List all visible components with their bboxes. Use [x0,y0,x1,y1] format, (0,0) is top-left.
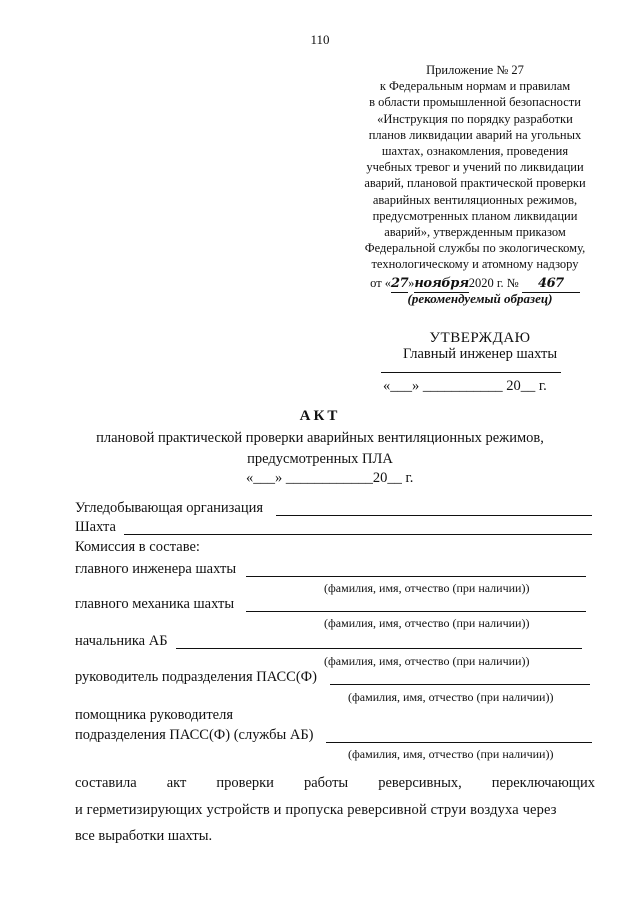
assistant-input-line[interactable] [326,742,592,743]
order-prefix: от « [370,275,392,290]
body-word: реверсивных, [378,775,462,791]
chief-mechanic-input-line[interactable] [246,611,586,612]
page-number: 110 [310,32,330,47]
body-line-3: все выработки шахты. [75,828,213,844]
body-line-1 [75,775,595,792]
appendix-line: предусмотренных планом ликвидации [372,208,578,223]
body-word: переключающих [491,775,595,791]
appendix-line: «Инструкция по порядку разработки [377,111,573,126]
approval-signature-line [381,372,561,373]
assistant-label-line1: помощника руководителя [75,707,233,723]
chief-engineer-label: главного инженера шахты [75,561,237,577]
appendix-line: к Федеральным нормам и правилам [379,79,571,94]
appendix-line: Приложение № 27 [426,63,524,77]
appendix-line: аварий», утвержденным приказом [384,225,566,240]
approval-role: Главный инженер шахты [402,346,558,362]
head-pass-hint: (фамилия, имя, отчество (при наличии)) [348,690,554,704]
head-pass-input-line[interactable] [330,684,590,685]
appendix-line: в области промышленной безопасности [369,95,581,110]
order-year: 2020 г. № [468,275,519,290]
appendix-line: планов ликвидации аварий на угольных [368,127,582,142]
chief-engineer-input-line[interactable] [246,576,586,577]
appendix-line: аварий, плановой практической проверки [364,176,586,191]
commission-label: Комиссия в составе: [75,539,200,555]
act-subtitle-line1: плановой практической проверки аварийных вентиляционных режимов, [96,430,544,446]
body-word: акт [166,775,187,791]
assistant-hint: (фамилия, имя, отчество (при наличии)) [348,747,554,761]
assistant-label-line2: подразделения ПАСС(Ф) (службы АБ) [75,727,314,743]
act-subtitle-line2: предусмотренных ПЛА [247,451,393,467]
act-date: «___» ____________20__ г. [246,470,414,486]
organization-input-line[interactable] [276,515,592,516]
order-number: 467 [522,276,580,293]
chief-mechanic-hint: (фамилия, имя, отчество (при наличии)) [324,616,530,630]
appendix-line: Федеральной службы по экологическому, [364,241,586,256]
chief-engineer-hint: (фамилия, имя, отчество (при наличии)) [324,581,530,595]
approval-title: УТВЕРЖДАЮ [429,330,531,346]
sample-note: (рекомендуемый образец) [407,291,553,306]
body-word: работы [303,775,349,791]
act-title: АКТ [299,408,341,424]
appendix-line: технологическому и атомному надзору [371,257,579,272]
appendix-block [330,62,620,293]
chief-mechanic-label: главного механика шахты [75,596,235,612]
organization-label: Угледобывающая организация [75,500,264,516]
appendix-line: аварийных вентиляционных режимов, [372,192,578,207]
mine-label: Шахта [75,519,116,535]
appendix-line: шахтах, ознакомления, проведения [381,144,569,159]
mine-input-line[interactable] [124,534,592,535]
body-line-2: и герметизирующих устройств и пропуска реверсивной струи воздуха через [75,802,557,818]
order-month: ноября [414,276,468,293]
appendix-line: учебных тревог и учений по ликвидации [366,160,584,175]
approval-date: «___» ___________ 20__ г. [383,378,547,394]
head-ab-label: начальника АБ [75,633,168,649]
body-word: проверки [216,775,274,791]
body-word: составила [75,775,137,791]
order-day: 27 [391,276,408,293]
head-pass-label: руководитель подразделения ПАСС(Ф) [75,669,317,685]
order-mid: » [408,275,415,290]
head-ab-input-line[interactable] [176,648,582,649]
head-ab-hint: (фамилия, имя, отчество (при наличии)) [324,654,530,668]
